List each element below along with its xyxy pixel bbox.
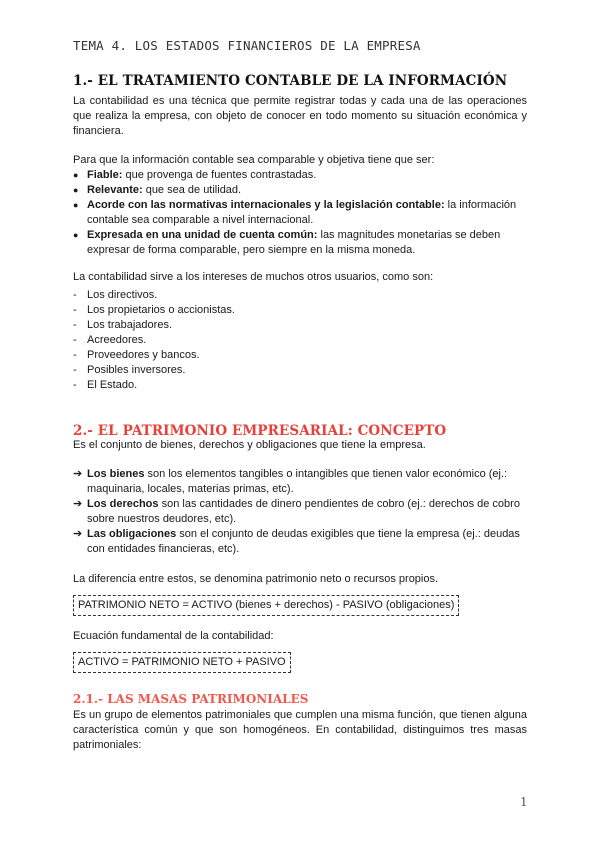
arrow-right-icon: ➔ xyxy=(73,468,83,480)
requirement-term: Fiable: xyxy=(87,169,123,181)
section-2-1-heading: 2.1.- LAS MASAS PATRIMONIALES xyxy=(73,692,309,706)
section-2-intro: Es el conjunto de bienes, derechos y obligaciones que tiene la empresa. xyxy=(73,439,426,451)
user-item: - Posibles inversores. xyxy=(73,364,186,376)
requirement-text: la información contable sea comparable a nivel internacional. xyxy=(87,199,517,226)
requirement-term: Acorde con las normativas internacionales y la legislación contable: xyxy=(87,199,445,211)
patrimony-components-list xyxy=(73,467,527,557)
arrow-right-icon: ➔ xyxy=(73,498,83,510)
requirement-text: que provenga de fuentes contrastadas. xyxy=(122,169,317,181)
component-item xyxy=(73,527,527,557)
user-item: - Los propietarios o accionistas. xyxy=(73,304,235,316)
component-text: son los elementos tangibles o intangibles que tienen valor económico (ej.: maquinaria, locales, materias primas, etc). xyxy=(87,468,508,495)
user-item: - Los trabajadores. xyxy=(73,319,172,331)
user-item: - Los directivos. xyxy=(73,289,158,301)
section-2-heading: 2.- EL PATRIMONIO EMPRESARIAL: CONCEPTO xyxy=(73,423,447,439)
user-item: - Acreedores. xyxy=(73,334,147,346)
patrimony-formula-box: PATRIMONIO NETO = ACTIVO (bienes + derechos) - PASIVO (obligaciones) xyxy=(73,595,459,616)
bullet-icon: ● xyxy=(73,170,79,180)
component-item xyxy=(73,497,527,527)
requirements-lead: Para que la información contable sea comparable y objetiva tiene que ser: xyxy=(73,154,435,166)
requirement-item xyxy=(73,228,527,258)
users-list xyxy=(73,288,527,393)
component-item xyxy=(73,467,527,497)
bullet-icon: ● xyxy=(73,185,79,195)
requirement-item xyxy=(73,183,527,198)
component-term: Las obligaciones xyxy=(87,528,177,540)
user-item: - Proveedores y bancos. xyxy=(73,349,200,361)
requirement-text: las magnitudes monetarias se deben expresar de forma comparable, pero siempre en la misma moneda. xyxy=(87,229,501,256)
requirements-list xyxy=(73,168,527,258)
component-term: Los derechos xyxy=(87,498,159,510)
component-text: son el conjunto de deudas exigibles que tiene la empresa (ej.: deudas con entidades financieras, etc). xyxy=(87,528,520,555)
section-1-heading: 1.- EL TRATAMIENTO CONTABLE DE LA INFORMACIÓN xyxy=(73,73,508,89)
section-1-intro: La contabilidad es una técnica que permite registrar todas y cada una de las operaciones que realiza la empresa, con objeto de conocer en todo momento su situación económica y financiera. xyxy=(73,95,527,137)
page-number: 1 xyxy=(520,795,528,809)
requirement-item xyxy=(73,168,527,183)
bullet-icon: ● xyxy=(73,200,79,210)
component-text: son las cantidades de dinero pendientes de cobro (ej.: derechos de cobro sobre nuestros deudores, etc). xyxy=(87,498,520,525)
section-2-1-text: Es un grupo de elementos patrimoniales que cumplen una misma función, que tienen alguna característica común y que son homogéneos. En contabilidad, distinguimos tres masas patrimoniales: xyxy=(73,709,527,751)
user-item: - El Estado. xyxy=(73,379,138,391)
document-title: TEMA 4. LOS ESTADOS FINANCIEROS DE LA EMPRESA xyxy=(73,38,421,53)
requirement-item xyxy=(73,198,527,228)
arrow-right-icon: ➔ xyxy=(73,528,83,540)
component-term: Los bienes xyxy=(87,468,145,480)
requirement-term: Expresada en una unidad de cuenta común: xyxy=(87,229,318,241)
fundamental-equation-box: ACTIVO = PATRIMONIO NETO + PASIVO xyxy=(73,652,291,673)
users-lead: La contabilidad sirve a los intereses de muchos otros usuarios, como son: xyxy=(73,271,434,283)
difference-text: La diferencia entre estos, se denomina patrimonio neto o recursos propios. xyxy=(73,573,439,585)
requirement-term: Relevante: xyxy=(87,184,143,196)
requirement-text: que sea de utilidad. xyxy=(142,184,242,196)
bullet-icon: ● xyxy=(73,230,79,240)
equation-lead: Ecuación fundamental de la contabilidad: xyxy=(73,630,274,642)
